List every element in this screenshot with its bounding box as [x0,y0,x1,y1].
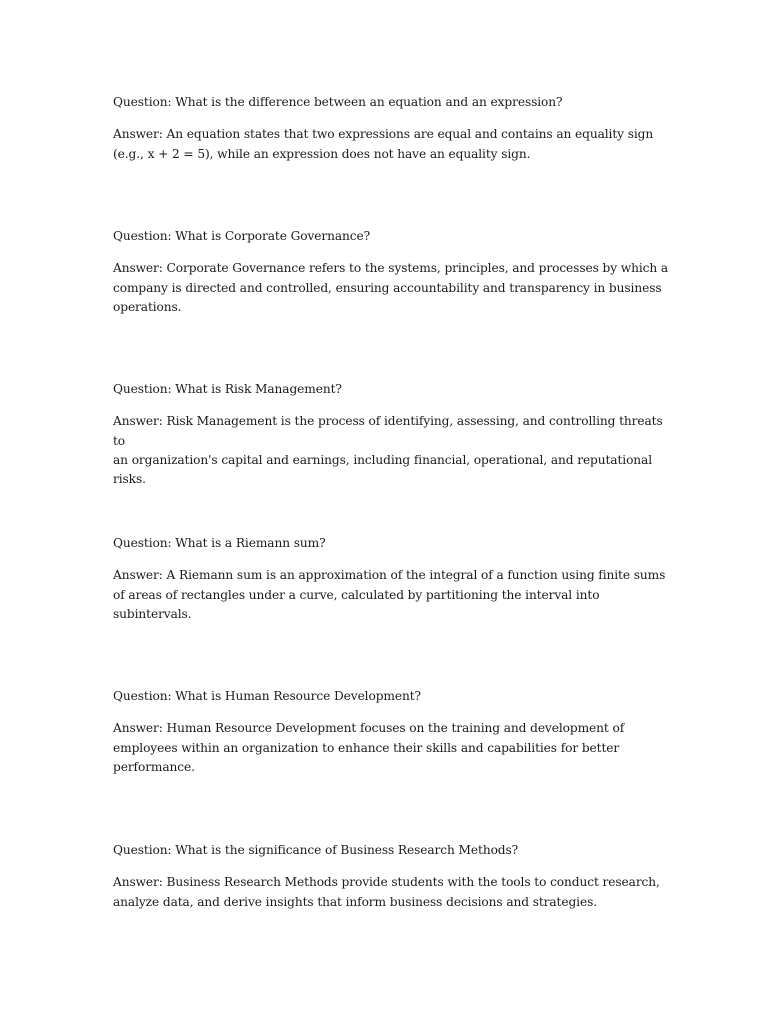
answer-text: Answer: A Riemann sum is an approximation of the integral of a function using finite sums of areas of rectangles under a curve, calculated by partitioning the interval into subintervals. [113,568,666,621]
qa-item [113,93,673,164]
question-text: Question: What is the difference between an equation and an expression? [113,95,563,109]
answer-text: Answer: Business Research Methods provide students with the tools to conduct research, analyze data, and derive insights that inform business decisions and strategies. [113,875,660,909]
question-text: Question: What is a Riemann sum? [113,536,326,550]
qa-item [113,380,673,489]
answer-text: Answer: Human Resource Development focuses on the training and development of employees within an organization to enhance their skills and capabilities for better performance. [113,721,625,774]
answer-text: Answer: Risk Management is the process of identifying, assessing, and controlling threats to an organization's capital and earnings, including financial, operational, and reputational risks. [113,414,663,487]
question-text: Question: What is Risk Management? [113,382,342,396]
question-text: Question: What is Corporate Governance? [113,229,371,243]
qa-item [113,534,673,624]
qa-item [113,687,673,777]
question-text: Question: What is the significance of Business Research Methods? [113,843,519,857]
qa-item [113,841,673,912]
answer-text: Answer: An equation states that two expressions are equal and contains an equality sign (e.g., x + 2 = 5), while an expression does not have an equality sign. [113,127,654,161]
question-text: Question: What is Human Resource Development? [113,689,421,703]
qa-item [113,227,673,317]
answer-text: Answer: Corporate Governance refers to the systems, principles, and processes by which a company is directed and controlled, ensuring accountability and transparency in business operations. [113,261,669,314]
